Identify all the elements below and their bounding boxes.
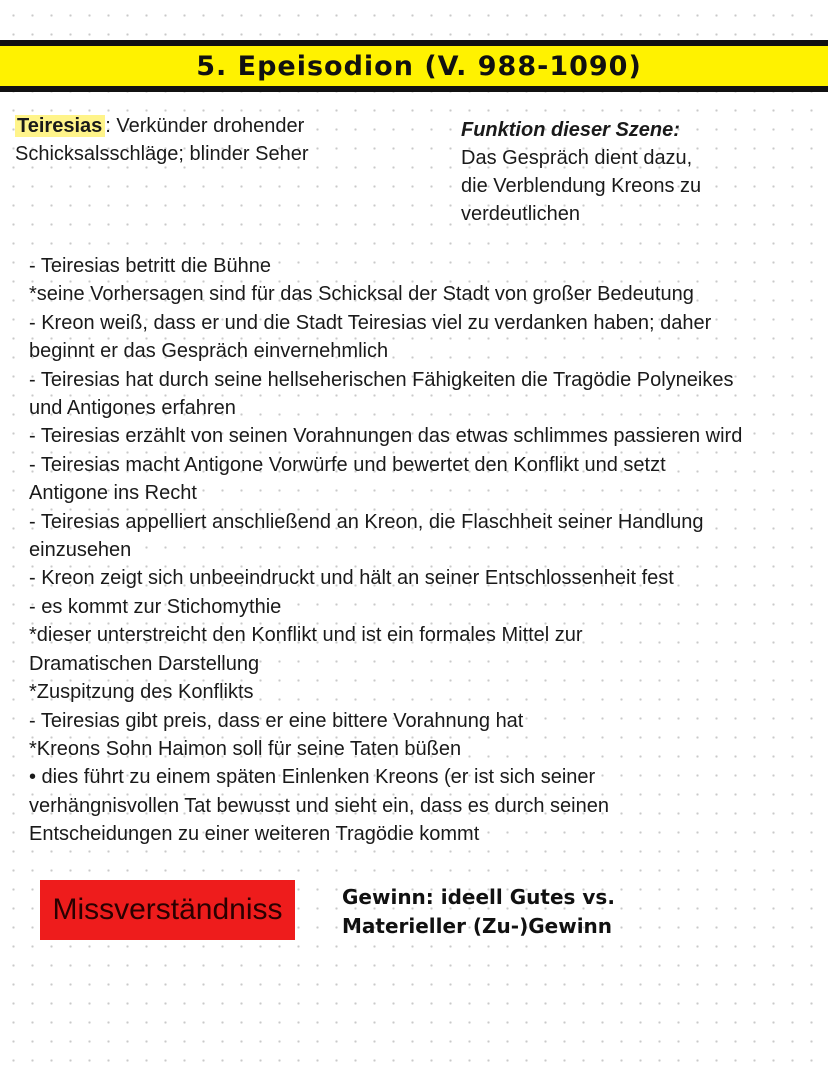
note-line: - es kommt zur Stichomythie bbox=[29, 595, 282, 618]
note-line: - Teiresias macht Antigone Vorwürfe und bewertet den Konflikt und setzt bbox=[29, 453, 666, 476]
character-description bbox=[15, 112, 415, 168]
misunderstanding-label: Missverständniss bbox=[52, 893, 283, 926]
character-separator: : bbox=[105, 115, 111, 137]
character-description-line1: Verkünder drohender bbox=[110, 115, 305, 137]
note-line: - Teiresias hat durch seine hellseherischen Fähigkeiten die Tragödie Polyneikes bbox=[29, 368, 734, 391]
gain-line2: Materieller (Zu-)Gewinn bbox=[342, 914, 613, 938]
note-line: - Kreon zeigt sich unbeeindruckt und hält an seiner Entschlossenheit fest bbox=[29, 567, 674, 590]
note-line: Dramatischen Darstellung bbox=[29, 652, 260, 675]
note-line: *dieser unterstreicht den Konflikt und ist ein formales Mittel zur bbox=[29, 624, 583, 647]
title-banner bbox=[0, 40, 828, 92]
note-line: - Teiresias betritt die Bühne bbox=[29, 255, 271, 277]
scene-function-line: verdeutlichen bbox=[461, 203, 580, 225]
note-line: *Kreons Sohn Haimon soll für seine Taten büßen bbox=[29, 737, 462, 760]
note-line: *Zuspitzung des Konflikts bbox=[29, 681, 254, 704]
note-line: verhängnisvollen Tat bewusst und sieht ein, dass es durch seinen bbox=[29, 794, 609, 817]
gain-note bbox=[342, 883, 615, 941]
note-line: Entscheidungen zu einer weiteren Tragödie kommt bbox=[29, 823, 480, 846]
scene-notes bbox=[29, 252, 824, 849]
note-line: beginnt er das Gespräch einvernehmlich bbox=[29, 340, 389, 363]
scene-function bbox=[461, 116, 801, 228]
note-line: Antigone ins Recht bbox=[29, 482, 197, 505]
character-description-line2: Schicksalsschläge; blinder Seher bbox=[15, 143, 309, 165]
scene-function-heading: Funktion dieser Szene: bbox=[461, 119, 680, 141]
character-name: Teiresias bbox=[15, 115, 105, 137]
note-line: einzusehen bbox=[29, 539, 132, 562]
misunderstanding-box bbox=[40, 880, 295, 940]
note-line: - Teiresias erzählt von seinen Vorahnungen das etwas schlimmes passieren wird bbox=[29, 425, 743, 448]
note-line: - Kreon weiß, dass er und die Stadt Teiresias viel zu verdanken haben; daher bbox=[29, 311, 712, 334]
note-line: - Teiresias gibt preis, dass er eine bittere Vorahnung hat bbox=[29, 709, 524, 732]
note-line: und Antigones erfahren bbox=[29, 397, 236, 420]
scene-function-line: Das Gespräch dient dazu, bbox=[461, 147, 693, 169]
note-line: - Teiresias appelliert anschließend an Kreon, die Flaschheit seiner Handlung bbox=[29, 510, 704, 533]
note-line: • dies führt zu einem späten Einlenken Kreons (er ist sich seiner bbox=[29, 766, 596, 789]
note-line: *seine Vorhersagen sind für das Schicksal der Stadt von großer Bedeutung bbox=[29, 283, 694, 306]
gain-line1: Gewinn: ideell Gutes vs. bbox=[342, 885, 615, 909]
scene-function-line: die Verblendung Kreons zu bbox=[461, 175, 702, 197]
page-title: 5. Epeisodion (V. 988-1090) bbox=[196, 50, 642, 82]
